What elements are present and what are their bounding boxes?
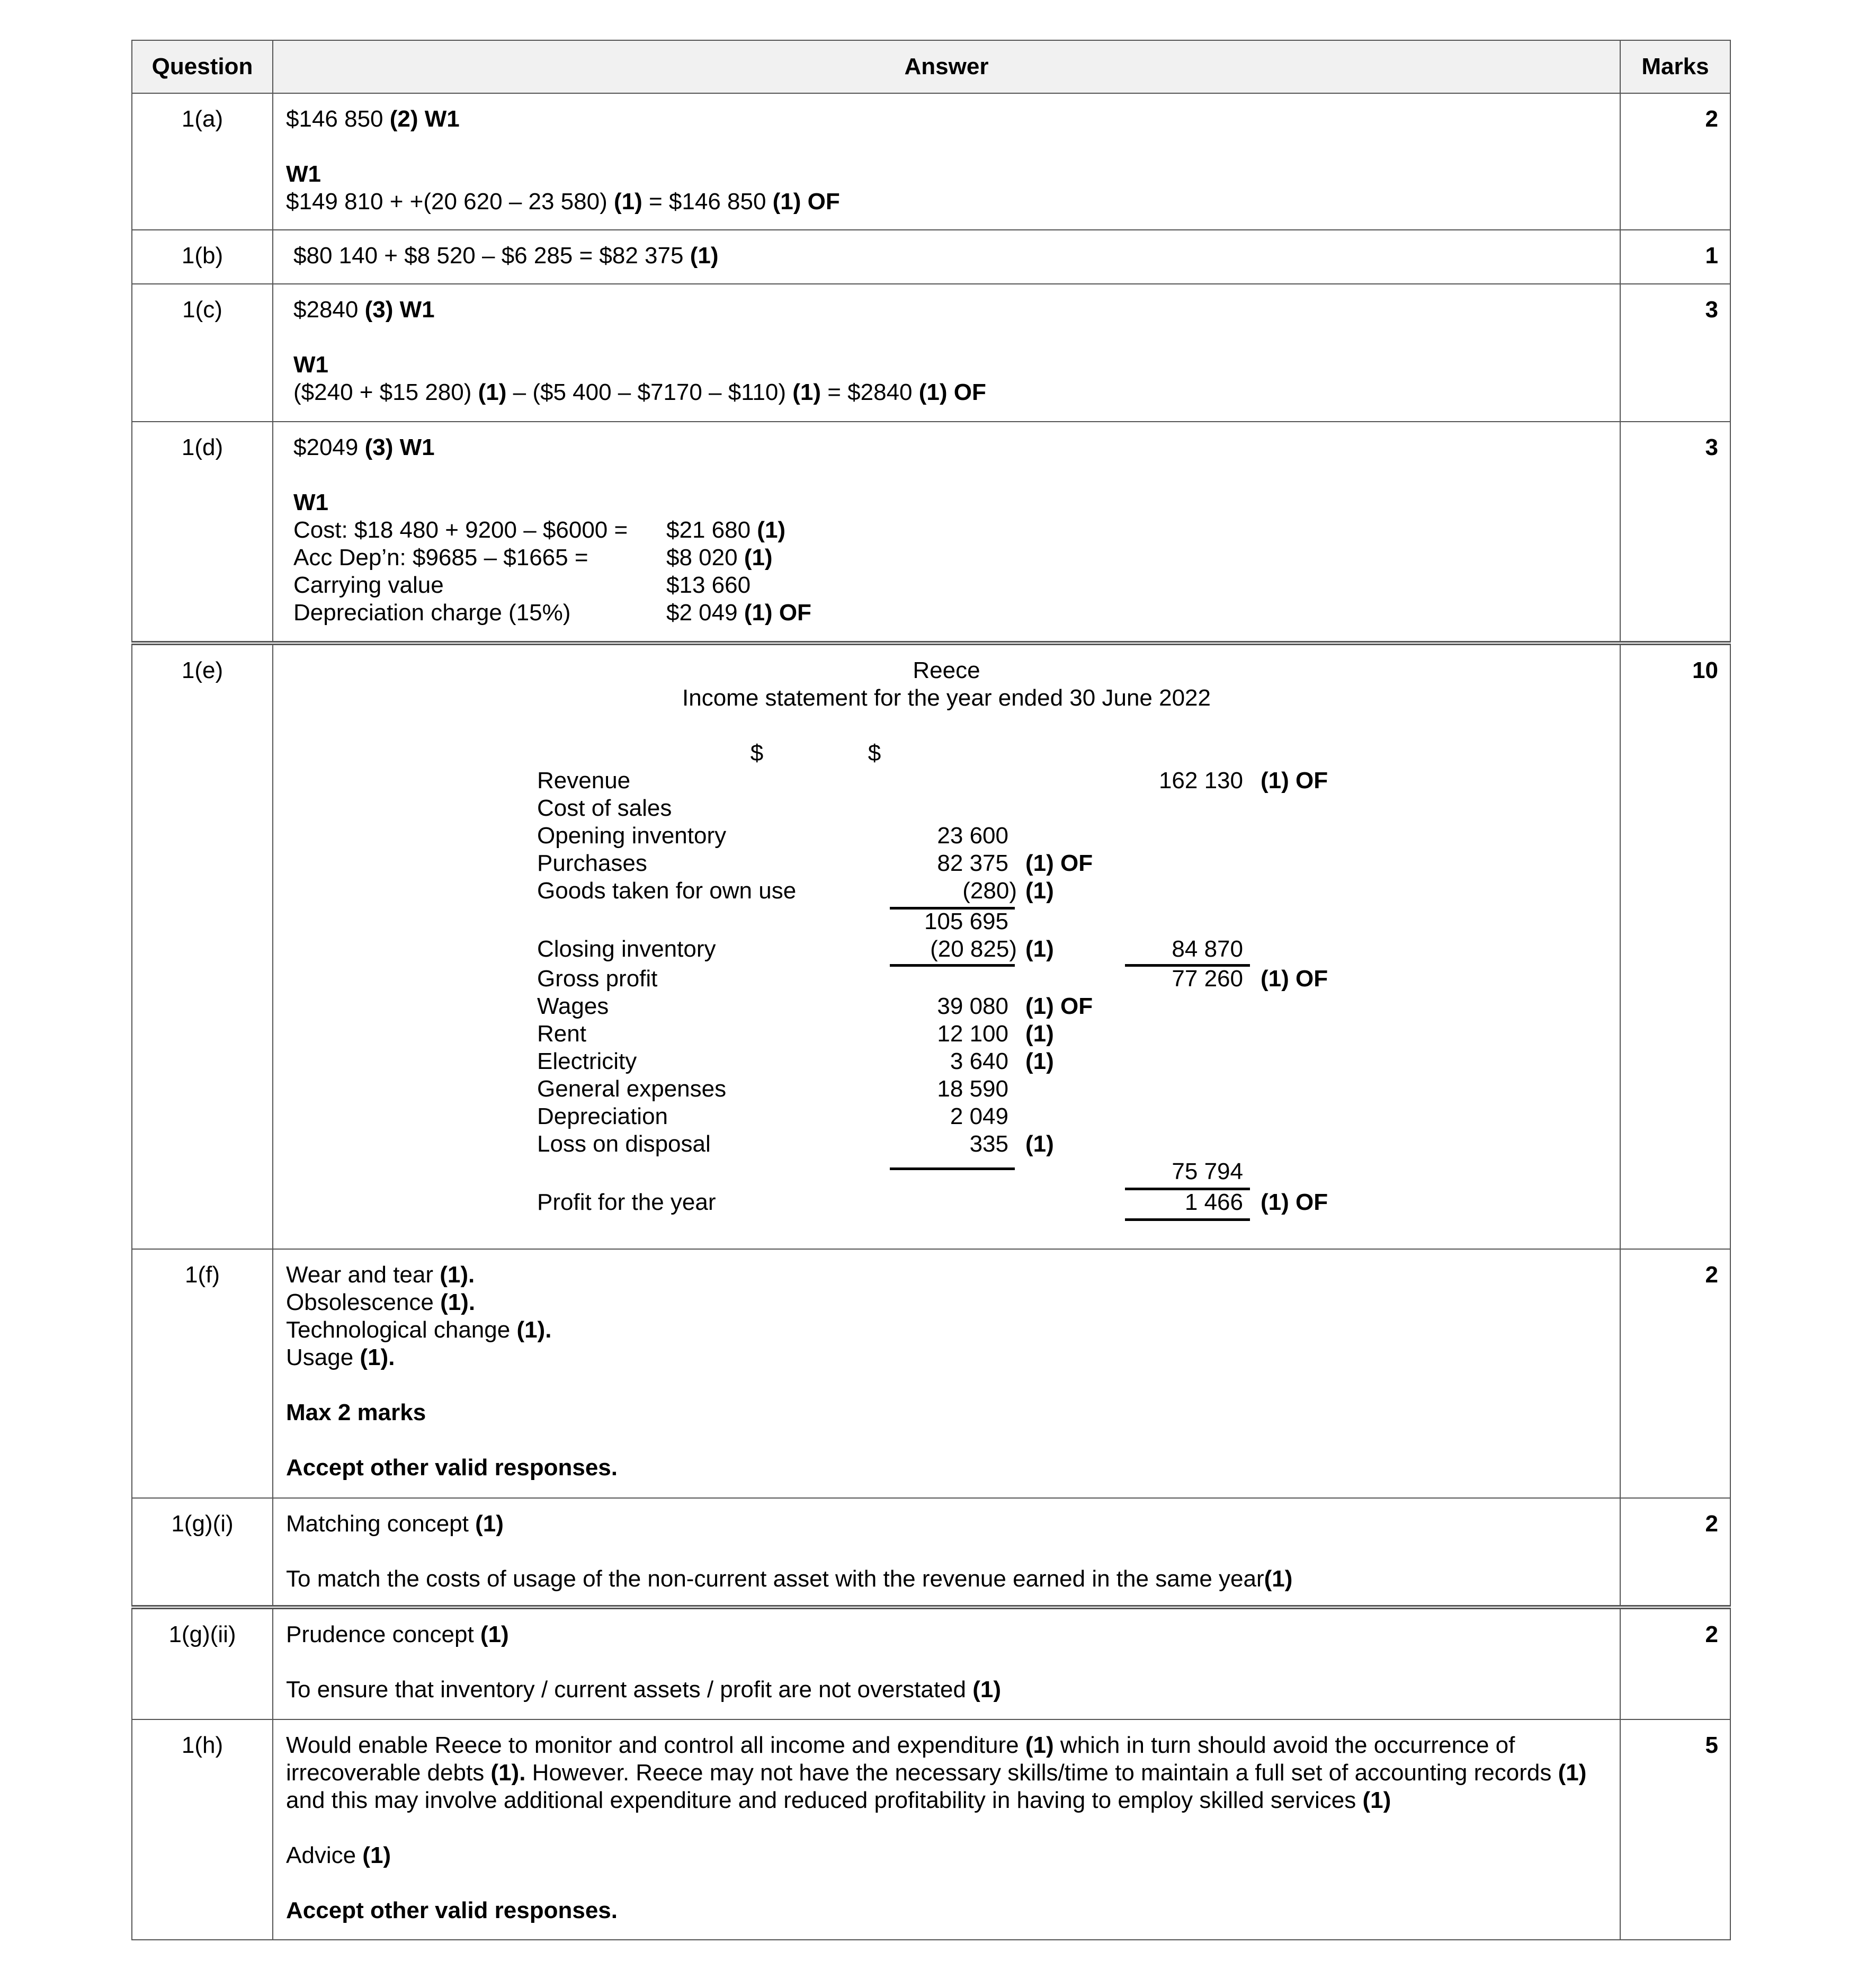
marks-value: 5 bbox=[1620, 1719, 1730, 1940]
accept-note: Accept other valid responses. bbox=[286, 1455, 618, 1481]
question-label: 1(c) bbox=[132, 284, 273, 422]
answer-paragraph: Would enable Reece to monitor and control all income and expenditure (1) which in turn should avoid the occurrence of irrecoverable debts (1). However. Reece may not have the necessary skills/time to maintain a full set of accounting records (1) and this may involve additional expenditure and reduced profitability in having to employ skilled services (1) bbox=[286, 1732, 1587, 1813]
col2-heading: $ bbox=[868, 740, 881, 766]
row-1b bbox=[132, 230, 1730, 284]
list-item: Obsolescence (1). bbox=[286, 1289, 476, 1315]
list-item: Technological change (1). bbox=[286, 1317, 552, 1343]
answer-line: Matching concept (1) bbox=[286, 1511, 504, 1537]
working-heading: W1 bbox=[293, 489, 328, 515]
header-answer: Answer bbox=[273, 40, 1620, 93]
answer-cell bbox=[273, 643, 1620, 1249]
mark-note: (2) W1 bbox=[389, 106, 460, 132]
answer-value: $146 850 bbox=[286, 106, 383, 132]
row-1e bbox=[132, 643, 1730, 1249]
income-statement: $ $ Revenue 162 130 (1) OF Cost of sales Opening inventory 23 600 Purchases 82 375 (1) OF Goods taken for own use (280) (1) 105 695 Closing inventory (20 825) (1) 84 870 Gross profit 77 260 (1) OF Wages 39 080 (1) OF Rent 12 100 (1) Electricity 3 640 (1) General expenses 18 590 Depreciation 2 049 Loss on disposal 335 (1) 75 794 Profit for the year 1 466 (1) OF bbox=[537, 739, 1384, 1229]
row-1a bbox=[132, 93, 1730, 230]
mark-note: (3) W1 bbox=[364, 297, 435, 323]
answer-line: Prudence concept (1) bbox=[286, 1621, 509, 1647]
list-item: Usage (1). bbox=[286, 1344, 395, 1370]
question-label: 1(e) bbox=[132, 643, 273, 1249]
marks-value: 2 bbox=[1620, 1498, 1730, 1607]
working-grid bbox=[293, 516, 1607, 627]
col1-heading: $ bbox=[750, 740, 764, 766]
row-1gii bbox=[132, 1607, 1730, 1719]
mark-scheme-page bbox=[131, 40, 1731, 1940]
working-calculation: $149 810 + +(20 620 – 23 580) (1) = $146 850 (1) OF bbox=[286, 189, 840, 215]
max-marks-note: Max 2 marks bbox=[286, 1399, 426, 1425]
row-1f bbox=[132, 1249, 1730, 1498]
question-label: 1(g)(ii) bbox=[132, 1607, 273, 1719]
answer-cell bbox=[273, 1719, 1620, 1940]
question-label: 1(d) bbox=[132, 422, 273, 643]
answer-line: Advice (1) bbox=[286, 1842, 391, 1868]
header-marks: Marks bbox=[1620, 40, 1730, 93]
row-1h bbox=[132, 1719, 1730, 1940]
marks-value: 2 bbox=[1620, 1249, 1730, 1498]
working-label: Carrying value bbox=[293, 572, 444, 598]
answer-cell bbox=[273, 230, 1620, 284]
question-label: 1(f) bbox=[132, 1249, 273, 1498]
statement-title: Reece bbox=[913, 657, 980, 683]
answer-cell bbox=[273, 1498, 1620, 1607]
question-label: 1(b) bbox=[132, 230, 273, 284]
question-label: 1(a) bbox=[132, 93, 273, 230]
answer-line: To match the costs of usage of the non-current asset with the revenue earned in the same year(1) bbox=[286, 1566, 1293, 1592]
working-label: Cost: $18 480 + 9200 – $6000 = bbox=[293, 517, 628, 543]
working-value: $21 680 (1) bbox=[666, 517, 786, 543]
marks-value: 3 bbox=[1620, 284, 1730, 422]
question-label: 1(g)(i) bbox=[132, 1498, 273, 1607]
answer-value: $2049 bbox=[293, 434, 359, 460]
working-value: $8 020 (1) bbox=[666, 545, 773, 570]
answer-cell bbox=[273, 1607, 1620, 1719]
working-label: Depreciation charge (15%) bbox=[293, 600, 571, 626]
question-label: 1(h) bbox=[132, 1719, 273, 1940]
working-label: Acc Dep’n: $9685 – $1665 = bbox=[293, 545, 588, 570]
marks-value: 2 bbox=[1620, 93, 1730, 230]
answer-cell bbox=[273, 93, 1620, 230]
working-value: $13 660 bbox=[666, 572, 751, 598]
marks-value: 1 bbox=[1620, 230, 1730, 284]
marks-value: 2 bbox=[1620, 1607, 1730, 1719]
marks-value: 3 bbox=[1620, 422, 1730, 643]
working-value: $2 049 (1) OF bbox=[666, 600, 811, 626]
working-heading: W1 bbox=[293, 352, 328, 378]
row-1c bbox=[132, 284, 1730, 422]
marks-value: 10 bbox=[1620, 643, 1730, 1249]
mark-scheme-table bbox=[131, 40, 1731, 1940]
answer-cell bbox=[273, 422, 1620, 643]
answer-calculation: $80 140 + $8 520 – $6 285 = $82 375 (1) bbox=[293, 243, 719, 269]
answer-cell bbox=[273, 1249, 1620, 1498]
working-heading: W1 bbox=[286, 161, 321, 187]
answer-cell bbox=[273, 284, 1620, 422]
header-question: Question bbox=[132, 40, 273, 93]
list-item: Wear and tear (1). bbox=[286, 1262, 475, 1288]
table-header-row bbox=[132, 40, 1730, 93]
answer-line: To ensure that inventory / current assets / profit are not overstated (1) bbox=[286, 1677, 1001, 1702]
row-1gi bbox=[132, 1498, 1730, 1607]
accept-note: Accept other valid responses. bbox=[286, 1897, 618, 1923]
working-calculation: ($240 + $15 280) (1) – ($5 400 – $7170 – $110) (1) = $2840 (1) OF bbox=[293, 379, 986, 405]
statement-subtitle: Income statement for the year ended 30 June 2022 bbox=[682, 685, 1211, 711]
answer-value: $2840 bbox=[293, 297, 359, 323]
mark-note: (3) W1 bbox=[364, 434, 435, 460]
row-1d bbox=[132, 422, 1730, 643]
